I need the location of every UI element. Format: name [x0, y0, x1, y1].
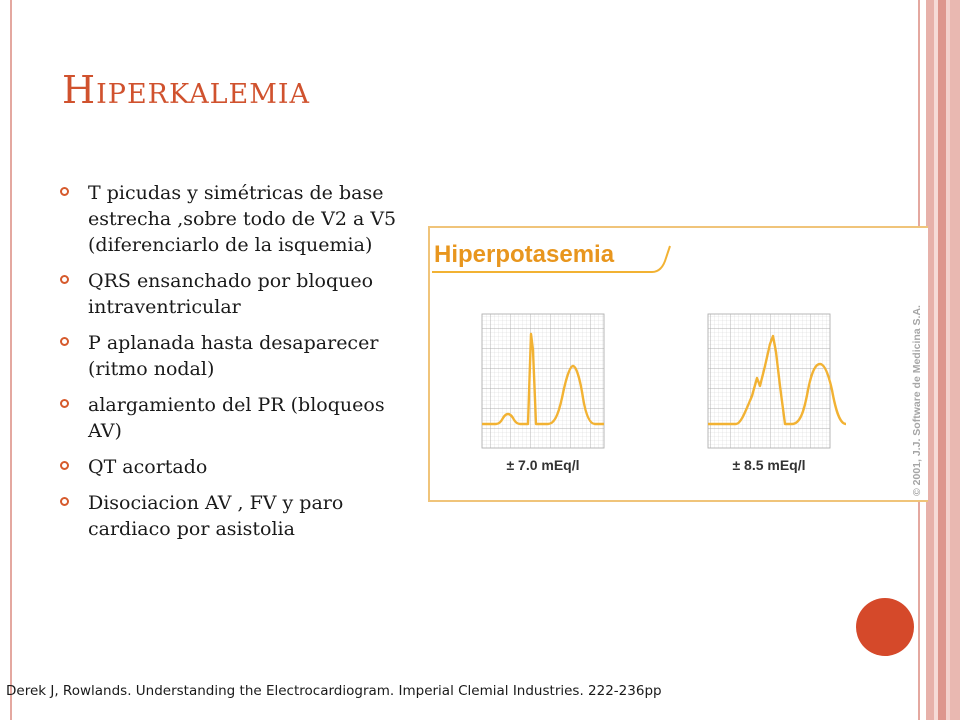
bullet-circle-icon: [60, 497, 69, 506]
bullet-text: QT acortado: [88, 456, 208, 478]
figure-copyright: © 2001, J.J. Software de Medicina S.A.: [911, 305, 923, 496]
ecg-grid-right: [708, 314, 830, 448]
bullet-item: [60, 330, 412, 382]
bullet-circle-icon: [60, 337, 69, 346]
slide-title: Hiperkalemia: [62, 68, 311, 112]
bullet-item: [60, 268, 412, 320]
citation: Derek J, Rowlands. Understanding the Electrocardiogram. Imperial Clemial Industries. 222-236pp: [6, 683, 662, 699]
bullet-circle-icon: [60, 461, 69, 470]
bullet-text: Disociacion AV , FV y paro cardiaco por asistolia: [88, 492, 344, 540]
bullet-list: [60, 180, 412, 552]
ecg-figure: [428, 226, 928, 502]
decorative-stripe-band: [926, 0, 960, 720]
bullet-text: alargamiento del PR (bloqueos AV): [88, 394, 385, 442]
bullet-circle-icon: [60, 275, 69, 284]
ecg-label-left: ± 7.0 mEq/l: [506, 457, 580, 473]
slide-frame-left: [10, 0, 12, 720]
bullet-text: T picudas y simétricas de base estrecha ,sobre todo de V2 a V5 (diferenciarlo de la isquemia): [88, 182, 397, 256]
bullet-text: QRS ensanchado por bloqueo intraventricular: [88, 270, 374, 318]
ecg-grid-left: [482, 314, 604, 448]
bullet-item: [60, 454, 412, 480]
ecg-figure-canvas: [430, 228, 928, 500]
ecg-label-right: ± 8.5 mEq/l: [732, 457, 806, 473]
decorative-circle: [856, 598, 914, 656]
bullet-item: [60, 392, 412, 444]
bullet-item: [60, 490, 412, 542]
figure-title: Hiperpotasemia: [434, 241, 615, 268]
bullet-item: [60, 180, 412, 258]
bullet-circle-icon: [60, 187, 69, 196]
bullet-text: P aplanada hasta desaparecer (ritmo nodal): [88, 332, 379, 380]
bullet-circle-icon: [60, 399, 69, 408]
